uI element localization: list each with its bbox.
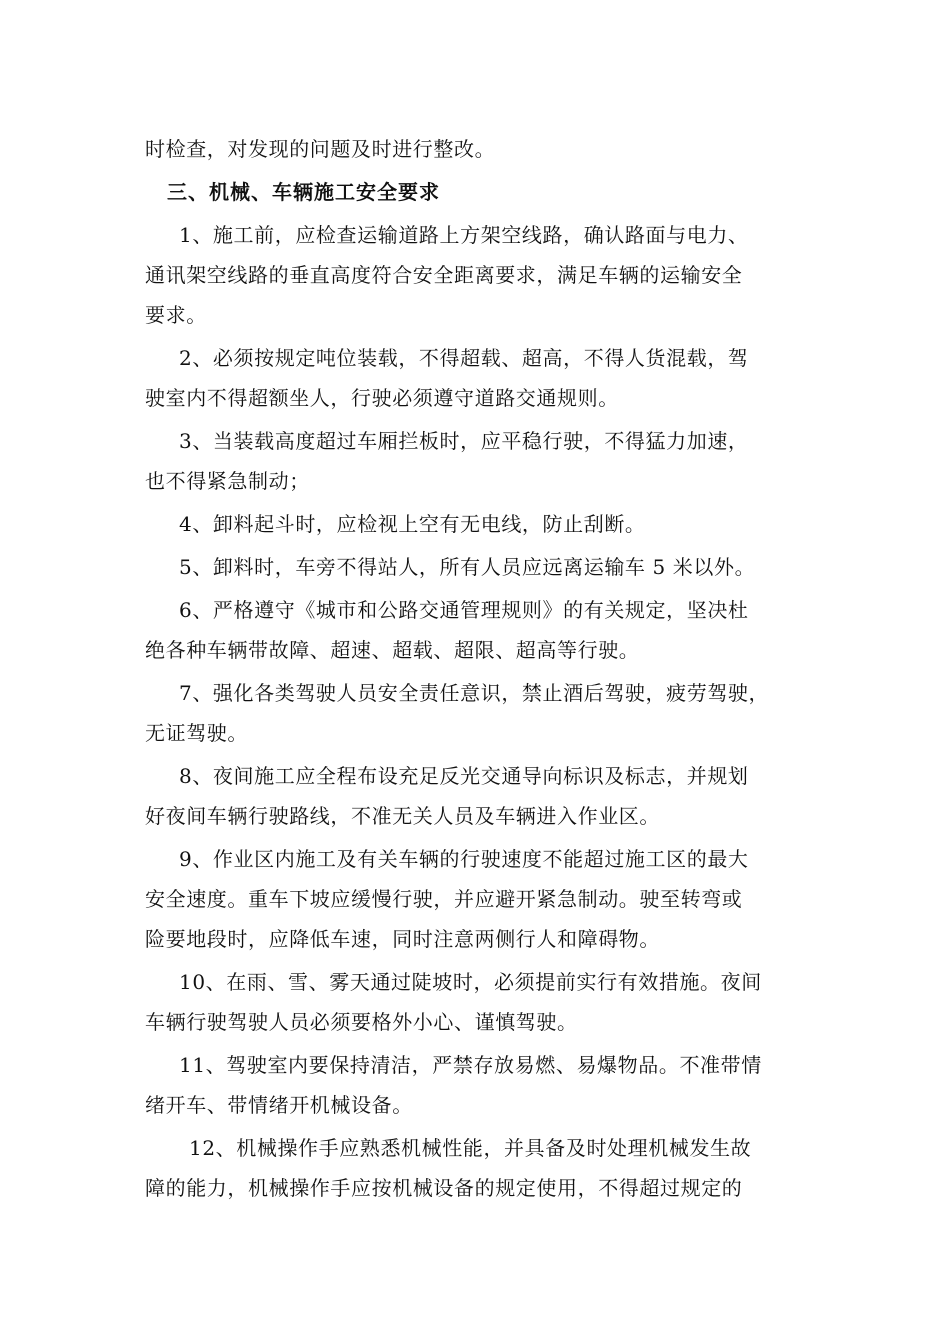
paragraph-line: 好夜间车辆行驶路线，不准无关人员及车辆进入作业区。 [145, 804, 660, 828]
paragraph-line: 1、施工前，应检查运输道路上方架空线路，确认路面与电力、 [179, 223, 749, 247]
section-heading: 三、机械、车辆施工安全要求 [167, 180, 440, 204]
paragraph-item-11 [145, 1045, 810, 1125]
paragraph-line: 也不得紧急制动； [145, 469, 310, 493]
paragraph-line: 无证驾驶。 [145, 721, 248, 745]
paragraph-line: 10、在雨、雪、雾天通过陡坡时，必须提前实行有效措施。夜间 [179, 970, 762, 994]
paragraph-item-2 [145, 338, 810, 418]
paragraph-item-5 [145, 547, 810, 587]
paragraph-line: 绪开车、带情绪开机械设备。 [145, 1093, 413, 1117]
document-body [145, 129, 810, 1208]
paragraph-line: 车辆行驶驾驶人员必须要格外小心、谨慎驾驶。 [145, 1010, 578, 1034]
paragraph-item-10 [145, 962, 810, 1042]
paragraph-item-9 [145, 839, 810, 959]
paragraph-item-12 [145, 1128, 810, 1208]
paragraph-line: 通讯架空线路的垂直高度符合安全距离要求，满足车辆的运输安全 [145, 263, 743, 287]
paragraph-line: 障的能力，机械操作手应按机械设备的规定使用，不得超过规定的 [145, 1176, 743, 1200]
paragraph-line: 9、作业区内施工及有关车辆的行驶速度不能超过施工区的最大 [179, 847, 749, 871]
paragraph-line: 安全速度。重车下坡应缓慢行驶，并应避开紧急制动。驶至转弯或 [145, 887, 743, 911]
paragraph-line: 险要地段时，应降低车速，同时注意两侧行人和障碍物。 [145, 927, 660, 951]
paragraph-item-1 [145, 215, 810, 335]
paragraph-line: 3、当装载高度超过车厢拦板时，应平稳行驶，不得猛力加速， [179, 429, 749, 453]
paragraph-line: 12、机械操作手应熟悉机械性能，并具备及时处理机械发生故 [189, 1136, 752, 1160]
paragraph-line: 11、驾驶室内要保持清洁，严禁存放易燃、易爆物品。不准带情 [179, 1053, 762, 1077]
paragraph-item-8 [145, 756, 810, 836]
paragraph-line: 驶室内不得超额坐人，行驶必须遵守道路交通规则。 [145, 386, 619, 410]
paragraph-item-4 [145, 504, 810, 544]
paragraph-line: 绝各种车辆带故障、超速、超载、超限、超高等行驶。 [145, 638, 640, 662]
paragraph-line: 6、严格遵守《城市和公路交通管理规则》的有关规定，坚决杜 [179, 598, 749, 622]
paragraph-item-6 [145, 590, 810, 670]
paragraph-item-3 [145, 421, 810, 501]
paragraph-line: 要求。 [145, 303, 207, 327]
paragraph-line: 8、夜间施工应全程布设充足反光交通导向标识及标志，并规划 [179, 764, 749, 788]
paragraph-line: 5、卸料时，车旁不得站人，所有人员应远离运输车 5 米以外。 [179, 555, 756, 579]
paragraph-line: 4、卸料起斗时，应检视上空有无电线，防止刮断。 [179, 512, 646, 536]
continuation-text: 时检查，对发现的问题及时进行整改。 [145, 137, 496, 161]
paragraph-line: 7、强化各类驾驶人员安全责任意识，禁止酒后驾驶，疲劳驾驶， [179, 681, 770, 705]
paragraph-item-7 [145, 673, 810, 753]
paragraph-line: 2、必须按规定吨位装载，不得超载、超高，不得人货混载，驾 [179, 346, 749, 370]
